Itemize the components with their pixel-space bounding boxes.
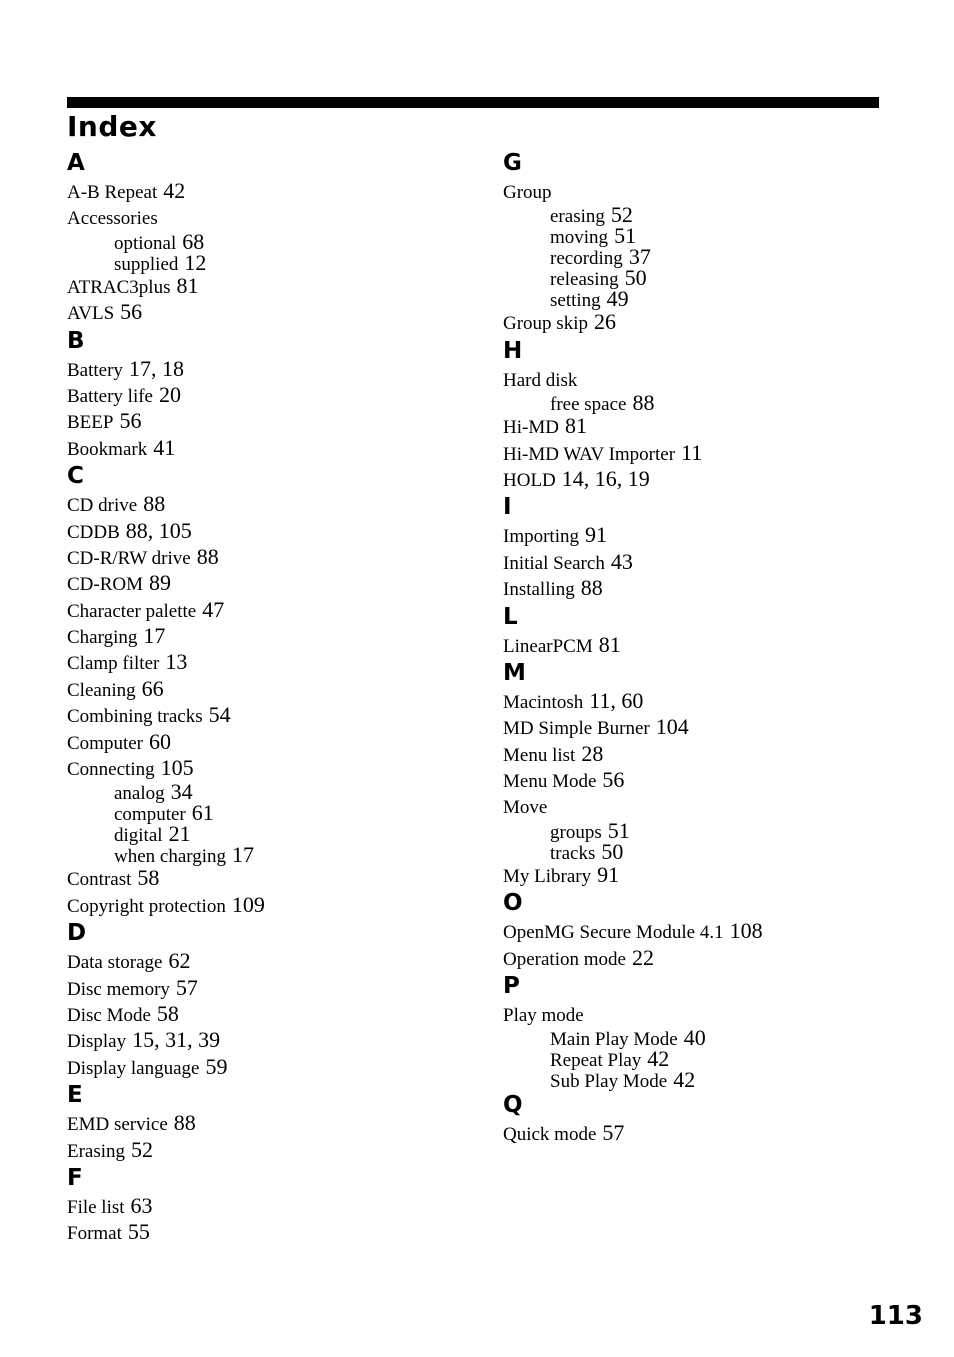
index-subentry [67,779,467,805]
index-entry [503,793,923,819]
section-letter: E [67,1082,83,1109]
index-entry [503,575,923,601]
index-pages: 59 [205,1053,228,1079]
index-entry [503,309,923,335]
index-term: MD Simple Burner [503,718,650,740]
index-pages: 40 [683,1025,706,1051]
index-pages: 66 [141,675,164,701]
index-pages: 56 [119,408,142,434]
index-pages: 26 [593,309,616,335]
index-term: digital [114,825,163,847]
index-entry [503,1120,923,1146]
index-entry [67,435,467,461]
index-pages: 42 [163,178,186,203]
index-term: CDDB [67,521,120,543]
index-term: moving [550,227,609,249]
index-pages: 20 [159,381,181,407]
index-entry [503,413,923,439]
index-entry [67,491,467,517]
index-pages: 52 [131,1136,154,1162]
index-pages: 50 [601,838,624,864]
index-entry [67,1001,467,1027]
index-subentry [503,202,923,228]
index-term: Format [67,1223,122,1245]
index-term: CD drive [67,495,138,517]
index-pages: 61 [191,800,214,826]
index-subentry [67,249,467,275]
index-entry [503,549,923,575]
index-pages: 11 [681,439,703,465]
index-pages: 50 [624,265,647,291]
index-term: computer [114,804,186,826]
section-letter: C [67,463,84,490]
index-term: CD-ROM [67,574,144,596]
index-term: Group skip [503,313,588,335]
index-entry [67,570,467,596]
index-term: Display language [67,1057,200,1079]
index-entry [67,676,467,702]
index-subentry [503,265,923,291]
index-entry [67,1219,467,1245]
index-subentry [503,817,923,843]
index-pages: 56 [602,767,625,793]
section-letter: D [67,920,87,947]
index-term: OpenMG Secure Module 4.1 [503,922,724,944]
section-letter: A [67,150,85,176]
index-pages: 58 [156,1000,179,1026]
index-pages: 91 [585,522,607,548]
index-pages: 41 [153,434,176,460]
index-term: Clamp filter [67,653,160,675]
index-pages: 17 [143,623,166,649]
index-entry [503,862,923,888]
index-pages: 88 [632,390,655,416]
index-pages: 81 [176,272,199,298]
index-term: Bookmark [67,438,148,460]
index-pages: 34 [170,779,193,805]
index-term: Computer [67,732,143,754]
index-term: recording [550,248,623,270]
index-pages: 81 [598,631,621,657]
index-pages: 108 [729,918,763,944]
page-number: 113 [868,1301,923,1331]
index-pages: 12 [184,249,207,275]
index-entry [503,688,923,714]
index-pages: 88 [143,491,166,517]
index-pages: 17 [232,842,255,868]
index-term: Disc Mode [67,1004,151,1026]
index-entry [67,299,467,325]
index-entry [503,522,923,548]
index-term: Initial Search [503,552,605,574]
index-term: Cleaning [67,679,136,701]
index-entry [67,729,467,755]
index-entry [67,408,467,434]
index-term: Sub Play Mode [550,1071,668,1093]
index-column-left [67,148,467,1246]
index-term: Repeat Play [550,1050,642,1072]
index-column-right [503,148,923,1147]
index-subentry [503,1046,923,1072]
section-letter: I [503,494,512,521]
index-term: Hard disk [503,369,578,391]
index-pages: 62 [168,948,191,974]
section-letter: M [503,659,526,686]
index-pages: 57 [602,1120,625,1146]
section-letter: Q [503,1092,523,1119]
index-term: Installing [503,579,575,601]
index-pages: 37 [628,244,651,270]
index-entry [67,273,467,299]
index-subentry [503,390,923,416]
index-term: analog [114,783,165,805]
index-entry [67,1110,467,1136]
index-term: releasing [550,269,619,291]
index-entry [67,544,467,570]
index-subentry [503,838,923,864]
section-letter: G [503,150,522,176]
index-entry [503,945,923,971]
index-term: setting [550,290,601,312]
index-pages: 63 [130,1192,153,1218]
index-term: Hi-MD WAV Importer [503,443,676,465]
index-subentry [503,286,923,312]
index-subentry [503,223,923,249]
index-pages: 56 [120,299,143,325]
index-pages: 17, 18 [128,355,184,381]
index-entry [67,649,467,675]
index-entry [67,204,467,230]
index-entry [67,865,467,891]
index-term: Operation mode [503,948,626,970]
index-pages: 104 [655,714,689,740]
index-entry [503,714,923,740]
index-term: Play mode [503,1005,584,1027]
index-entry [67,382,467,408]
index-term: when charging [114,846,227,868]
index-term: Menu list [503,744,576,766]
index-term: CD-R/RW drive [67,547,191,569]
index-pages: 42 [673,1067,696,1093]
index-pages: 81 [564,413,587,439]
index-entry [67,1054,467,1080]
index-entry [503,466,923,492]
index-pages: 14, 16, 19 [561,465,650,491]
index-term: File list [67,1196,125,1218]
header-rule [67,97,879,108]
index-entry [67,948,467,974]
index-pages: 88, 105 [125,517,192,543]
index-pages: 57 [175,974,198,1000]
index-entry [67,892,467,918]
index-entry [67,518,467,544]
index-pages: 52 [610,202,633,228]
index-entry [503,178,923,204]
index-term: Data storage [67,952,163,974]
index-term: Main Play Mode [550,1029,678,1051]
index-term: Hi-MD [503,417,559,439]
section-letter: L [503,603,518,630]
index-pages: 55 [127,1219,150,1245]
index-term: Connecting [67,759,155,781]
index-pages: 11, 60 [589,687,644,713]
index-subentry [67,800,467,826]
index-term: Display [67,1031,127,1053]
index-subentry [67,842,467,868]
index-entry [503,767,923,793]
index-subentry [503,1067,923,1093]
index-subentry [503,1025,923,1051]
index-term: Contrast [67,869,132,891]
index-pages: 51 [607,817,630,843]
index-entry [67,1193,467,1219]
index-term: Menu Mode [503,771,597,793]
index-pages: 51 [614,223,637,249]
index-term: Battery life [67,385,153,407]
index-pages: 88 [196,543,219,569]
index-term: free space [550,394,627,416]
index-pages: 47 [202,596,225,622]
index-term: Charging [67,627,138,649]
index-entry [503,1001,923,1027]
index-pages: 42 [647,1046,670,1072]
index-entry [503,741,923,767]
index-subentry [503,244,923,270]
section-letter: H [503,337,523,364]
index-pages: 13 [165,649,188,675]
index-pages: 43 [610,548,633,574]
index-term: A-B Repeat [67,182,158,203]
index-entry [67,623,467,649]
section-letter: F [67,1164,83,1191]
index-term: optional [114,232,177,254]
index-term: Accessories [67,208,158,230]
index-term: BEEP [67,412,114,434]
index-term: Group [503,182,552,203]
index-subentry [67,821,467,847]
index-term: Copyright protection [67,895,226,917]
index-pages: 21 [168,821,191,847]
index-pages: 105 [160,755,194,781]
index-pages: 60 [149,728,171,754]
index-pages: 28 [581,740,604,766]
index-entry [67,356,467,382]
index-term: Combining tracks [67,706,203,728]
index-pages: 58 [137,865,160,891]
index-term: tracks [550,842,596,864]
index-entry [67,597,467,623]
index-entry [67,702,467,728]
index-pages: 22 [631,944,654,970]
index-pages: 109 [231,891,265,917]
index-term: Battery [67,359,123,381]
index-pages: 88 [173,1110,196,1136]
index-term: ATRAC3plus [67,276,171,298]
index-term: My Library [503,865,592,887]
section-letter: P [503,973,520,1000]
section-letter: B [67,327,85,354]
index-entry [503,918,923,944]
index-entry [503,632,923,658]
index-entry [67,178,467,204]
index-term: Macintosh [503,691,584,713]
index-entry [67,975,467,1001]
index-term: Character palette [67,600,197,622]
index-pages: 54 [208,702,231,728]
index-term: Disc memory [67,978,170,1000]
index-term: groups [550,821,602,843]
index-subentry [67,228,467,254]
index-pages: 49 [606,286,629,312]
index-pages: 68 [182,228,205,254]
index-term: LinearPCM [503,635,593,657]
index-pages: 15, 31, 39 [132,1027,221,1053]
section-letter: O [503,890,523,917]
page-title: Index [67,110,157,143]
index-term: HOLD [503,469,556,491]
index-term: Importing [503,526,579,548]
index-pages: 91 [597,861,620,887]
index-pages: 89 [149,570,172,596]
index-entry [67,1137,467,1163]
index-entry [67,1027,467,1053]
index-pages: 88 [580,575,603,601]
index-term: Move [503,797,548,819]
index-term: AVLS [67,303,115,325]
index-term: erasing [550,206,605,228]
index-term: Erasing [67,1140,126,1162]
index-term: Quick mode [503,1124,597,1146]
index-term: EMD service [67,1114,168,1136]
index-term: supplied [114,253,179,275]
index-entry [503,440,923,466]
index-entry [503,366,923,392]
index-entry [67,755,467,781]
